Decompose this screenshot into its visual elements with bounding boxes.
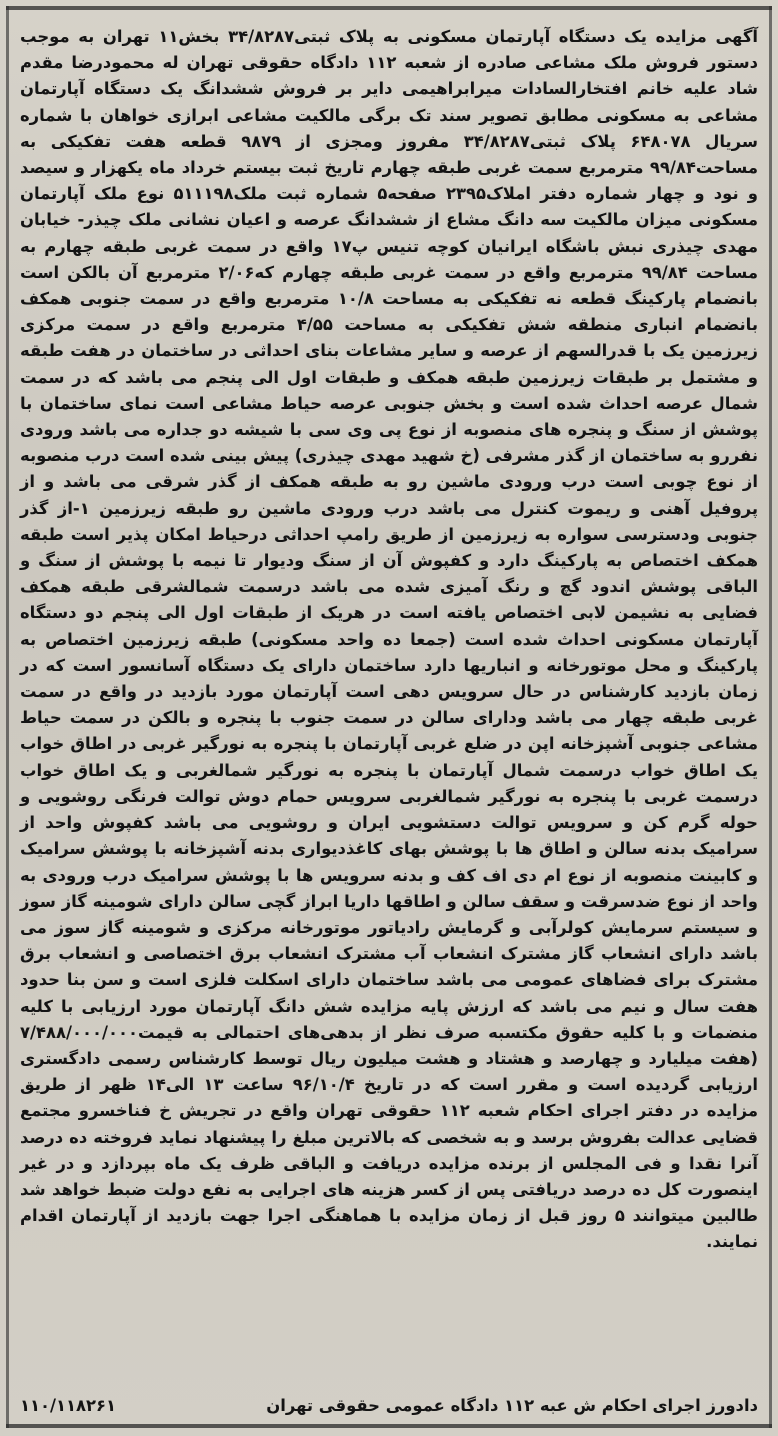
- issuer-signature: دادورز اجرای احکام ش عبه ۱۱۲ دادگاه عمومی حقوقی تهران: [266, 1395, 758, 1415]
- notice-code: ۱۱۰/۱۱۸۲۶۱: [20, 1395, 117, 1415]
- left-rule: [6, 6, 9, 1428]
- notice-footer: [20, 1390, 758, 1420]
- top-rule: [6, 6, 772, 10]
- auction-notice-text: آگهی مزایده یک دستگاه آپارتمان مسکونی به پلاک ثبتی۳۴/۸۲۸۷ بخش۱۱ تهران به موجب دستور فروش ملک مشاعی صادره از شعبه ۱۱۲ دادگاه حقوقی تهران له محمودرضا مقدم شاد علیه خانم افتخارالسادات میرابراهیمی دایر بر فروش ششدانگ یک دستگاه آپارتمان مشاعی به مسکونی مطابق تصویر سند تک برگی مالکیت مشاعی ابرازی خواهان با شماره سریال ۶۴۸۰۷۸ پلاک ثبتی۳۴/۸۲۸۷ مفروز ومجزی از ۹۸۷۹ قطعه هفت تفکیکی به مساحت۹۹/۸۴ مترمربع سمت غربی طبقه چهارم تاریخ ثبت بیستم خرداد ماه یکهزار و سیصد و نود و چهار شماره دفتر املاک۲۳۹۵ صفحه۵ شماره ثبت ملک۵۱۱۱۹۸ نوع ملک آپارتمان مسکونی میزان مالکیت سه دانگ مشاع از ششدانگ عرصه و اعیان نشانی ملک چیذر- خیابان مهدی چیذری نبش باشگاه ایرانیان کوچه تنیس پ۱۷ واقع در سمت غربی طبقه چهارم به مساحت ۹۹/۸۴ مترمربع واقع در سمت غربی طبقه چهارم که۲/۰۶ مترمربع آن بالکن است بانضمام پارکینگ قطعه نه تفکیکی به مساحت ۱۰/۸ مترمربع واقع در سمت جنوبی همکف بانضمام انباری منطقه شش تفکیکی به مساحت ۴/۵۵ مترمربع واقع در سمت مرکزی زیرزمین یک با قدرالسهم از عرصه و سایر مشاعات بنای احداثی در ساختمان در هفت طبقه و مشتمل بر طبقات زیرزمین طبقه همکف و طبقات اول الی پنجم می باشد که در سمت شمال عرصه احداث شده است و بخش جنوبی عرصه حیاط مشاعی است نمای ساختمان با پوشش از سنگ و پنجره های منصوبه از نوع پی وی سی با شیشه دو جداره می باشد ورودی نفررو به ساختمان از گذر مشرفی (خ شهید مهدی چیذری) پیش بینی شده است درب منصوبه از نوع چوبی است درب ورودی ماشین رو به طبقه همکف از گذر شرقی می باشد و از پروفیل آهنی و ریموت کنترل می باشد درب ورودی ماشین رو طبقه زیرزمین ۱-از گذر جنوبی ودسترسی سواره به زیرزمین از طریق رامپ احداثی درحیاط امکان پذیر است طبقه همکف اختصاص به پارکینگ دارد و کفپوش آن از سنگ ودیوار تا نیمه با پوشش از سنگ و الباقی پوشش اندود گچ و رنگ آمیزی شده می باشد درسمت شمالشرقی طبقه همکف فضایی به نشیمن لابی اختصاص یافته است در هریک از طبقات اول الی پنجم دو دستگاه آپارتمان مسکونی احداث شده است (جمعا ده واحد مسکونی) طبقه زیرزمین اختصاص به پارکینگ و محل موتورخانه و انباریها دارد ساختمان دارای یک دستگاه آسانسور است که در زمان بازدید کارشناس در حال سرویس دهی است آپارتمان مورد بازدید در واقع در سمت غربی طبقه چهار می باشد ودارای سالن در سمت جنوب با پنجره و بالکن در سمت حیاط مشاعی جنوبی آشپزخانه اپن در ضلع غربی آپارتمان با پنجره به نورگیر غربی در اطاق خواب یک اطاق خواب درسمت شمال آپارتمان با پنجره به نورگیر شمالغربی و یک اطاق خواب درسمت غربی با پنجره به نورگیر شمالغربی سرویس حمام دوش توالت فرنگی روشویی و حوله گرم کن و سرویس توالت دستشویی ایران و روشویی می باشد کفپوش واحد از سرامیک بدنه سالن و اطاق ها با پوشش بهای کاغذدیواری بدنه آشپزخانه با پوشش سرامیک و کابینت منصوبه از نوع ام دی اف کف و بدنه سرویس ها با پوشش سرامیک درب ورودی به واحد از نوع ضدسرقت و سقف سالن و اطاقها داریا ابراز گچی سالن دارای شومینه گاز سوز و سیستم سرمایش کولرآبی و گرمایش رادیاتور موتورخانه مرکزی و شومینه گاز سوز می باشد دارای انشعاب گاز مشترک انشعاب آب مشترک انشعاب برق اختصاصی و انشعاب برق مشترک برای فضاهای عمومی می باشد ساختمان دارای اسکلت فلزی است و سن بنا حدود هفت سال و نیم می باشد که ارزش پایه مزایده شش دانگ آپارتمان مورد ارزیابی با کلیه منضمات و با کلیه حقوق مکتسبه صرف نظر از بدهی‌های احتمالی به قیمت۷/۴۸۸/۰۰۰/۰۰۰ (هفت میلیارد و چهارصد و هشتاد و هشت میلیون ریال توسط کارشناس رسمی دادگستری ارزیابی گردیده است و مقرر است که در تاریخ ۹۶/۱۰/۴ ساعت ۱۳ الی۱۴ ظهر از طریق مزایده در دفتر اجرای احکام شعبه ۱۱۲ حقوقی تهران واقع در تجریش خ فناخسرو مجتمع قضایی عدالت بفروش برسد و به شخصی که بالاترین مبلغ را پیشنهاد نماید فروخته ده درصد آنرا نقدا و فی المجلس از برنده مزایده دریافت و الباقی ظرف یک ماه بپردازد و در غیر اینصورت کل ده درصد دریافتی پس از کسر هزینه های اجرایی به نفع دولت ضبط خواهد شد طالبین میتوانند ۵ روز قبل از زمان مزایده با هماهنگی اجرا جهت بازدید از آپارتمان اقدام نمایند.: [20, 27, 759, 1252]
- right-rule: [769, 6, 772, 1428]
- bottom-rule: [6, 1424, 772, 1428]
